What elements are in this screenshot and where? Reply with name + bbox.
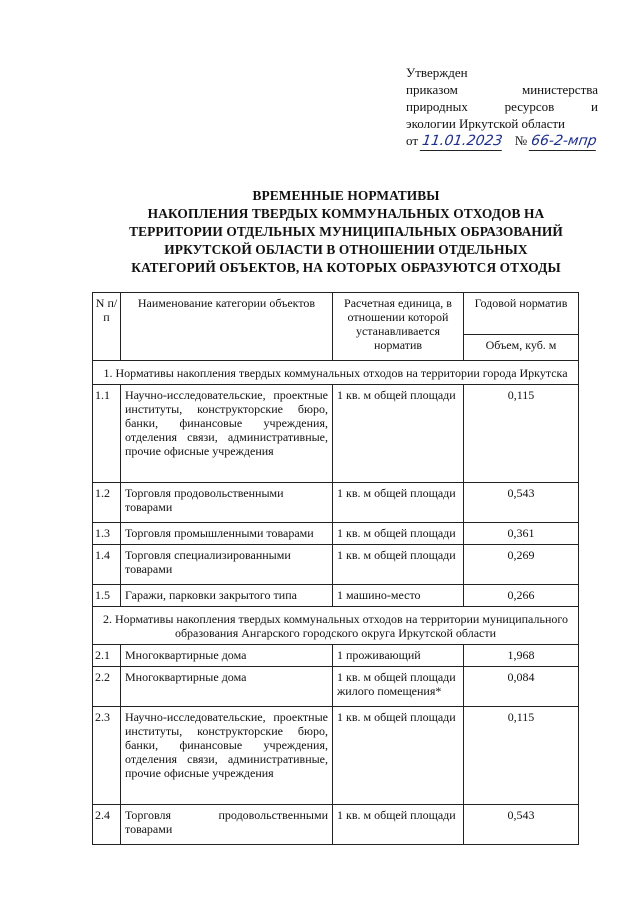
- table-row: [93, 645, 579, 667]
- section-title: 2. Нормативы накопления твердых коммунальных отходов на территории муниципального образования Ангарского городского округа Иркутской области: [93, 607, 579, 645]
- header-volume: Объем, куб. м: [464, 335, 579, 361]
- row-num: 2.4: [93, 805, 121, 845]
- approval-date-line: [406, 132, 598, 151]
- row-num: 1.2: [93, 483, 121, 523]
- row-value: 0,266: [464, 585, 579, 607]
- handwritten-order-number: 66-2-мпр: [530, 133, 599, 149]
- section-row: [93, 361, 579, 385]
- section-row: [93, 607, 579, 645]
- row-unit: 1 кв. м общей площади: [333, 523, 464, 545]
- header-annual: Годовой норматив: [464, 293, 579, 335]
- title-line: ТЕРРИТОРИИ ОТДЕЛЬНЫХ МУНИЦИПАЛЬНЫХ ОБРАЗОВАНИЙ: [129, 224, 563, 239]
- row-unit: 1 кв. м общей площади: [333, 545, 464, 585]
- row-value: 0,269: [464, 545, 579, 585]
- number-prefix: №: [514, 133, 528, 148]
- row-value: 0,115: [464, 707, 579, 805]
- table-row: [93, 585, 579, 607]
- row-num: 2.3: [93, 707, 121, 805]
- title-line: НАКОПЛЕНИЯ ТВЕРДЫХ КОММУНАЛЬНЫХ ОТХОДОВ НА: [147, 206, 545, 221]
- header-unit: Расчетная единица, в отношении которой устанавливается норматив: [333, 293, 464, 361]
- row-value: 0,084: [464, 667, 579, 707]
- row-num: 2.2: [93, 667, 121, 707]
- row-value: 0,543: [464, 805, 579, 845]
- document-title: [96, 187, 596, 277]
- row-unit: 1 кв. м общей площади: [333, 483, 464, 523]
- row-num: 1.4: [93, 545, 121, 585]
- row-name: Торговля специализированными товарами: [121, 545, 333, 585]
- row-unit: 1 машино-место: [333, 585, 464, 607]
- table-row: [93, 805, 579, 845]
- row-value: 0,115: [464, 385, 579, 483]
- table-row: [93, 667, 579, 707]
- row-unit: 1 кв. м общей площади жилого помещения*: [333, 667, 464, 707]
- row-name: Научно-исследовательские, проектные институты, конструкторские бюро, банки, финансовые учреждения, отделения связи, административные, прочие офисные учреждения: [121, 385, 333, 483]
- row-name: Многоквартирные дома: [121, 645, 333, 667]
- header-name: Наименование категории объектов: [121, 293, 333, 361]
- title-line: ВРЕМЕННЫЕ НОРМАТИВЫ: [252, 188, 440, 203]
- approval-line-2: приказом министерства: [406, 82, 598, 97]
- header-num: N п/п: [93, 293, 121, 361]
- approval-line-1: Утвержден: [406, 65, 468, 80]
- row-name: Научно-исследовательские, проектные институты, конструкторские бюро, банки, финансовые учреждения, отделения связи, административные, прочие офисные учреждения: [121, 707, 333, 805]
- table-row: [93, 707, 579, 805]
- table-row: [93, 523, 579, 545]
- table-row: [93, 385, 579, 483]
- row-name: Торговля продовольственными товарами: [121, 483, 333, 523]
- row-value: 0,361: [464, 523, 579, 545]
- table-row: [93, 483, 579, 523]
- row-name: Гаражи, парковки закрытого типа: [121, 585, 333, 607]
- row-value: 0,543: [464, 483, 579, 523]
- approval-block: [406, 64, 598, 151]
- approval-line-3: природных ресурсов и: [406, 99, 598, 114]
- row-num: 1.5: [93, 585, 121, 607]
- row-name: Многоквартирные дома: [121, 667, 333, 707]
- approval-line-4: экологии Иркутской области: [406, 116, 565, 131]
- row-num: 1.1: [93, 385, 121, 483]
- section-title: 1. Нормативы накопления твердых коммунальных отходов на территории города Иркутска: [93, 361, 579, 385]
- row-name: Торговля продовольственными товарами: [121, 805, 333, 845]
- norms-table: [92, 292, 579, 845]
- row-unit: 1 кв. м общей площади: [333, 805, 464, 845]
- title-line: ИРКУТСКОЙ ОБЛАСТИ В ОТНОШЕНИИ ОТДЕЛЬНЫХ: [164, 242, 528, 257]
- row-unit: 1 кв. м общей площади: [333, 707, 464, 805]
- row-value: 1,968: [464, 645, 579, 667]
- title-line: КАТЕГОРИЙ ОБЪЕКТОВ, НА КОТОРЫХ ОБРАЗУЮТСЯ ОТХОДЫ: [131, 260, 561, 275]
- row-unit: 1 кв. м общей площади: [333, 385, 464, 483]
- handwritten-date: 11.01.2023: [421, 133, 504, 149]
- date-prefix: от: [406, 133, 419, 148]
- row-name: Торговля промышленными товарами: [121, 523, 333, 545]
- row-num: 2.1: [93, 645, 121, 667]
- row-unit: 1 проживающий: [333, 645, 464, 667]
- row-num: 1.3: [93, 523, 121, 545]
- table-row: [93, 545, 579, 585]
